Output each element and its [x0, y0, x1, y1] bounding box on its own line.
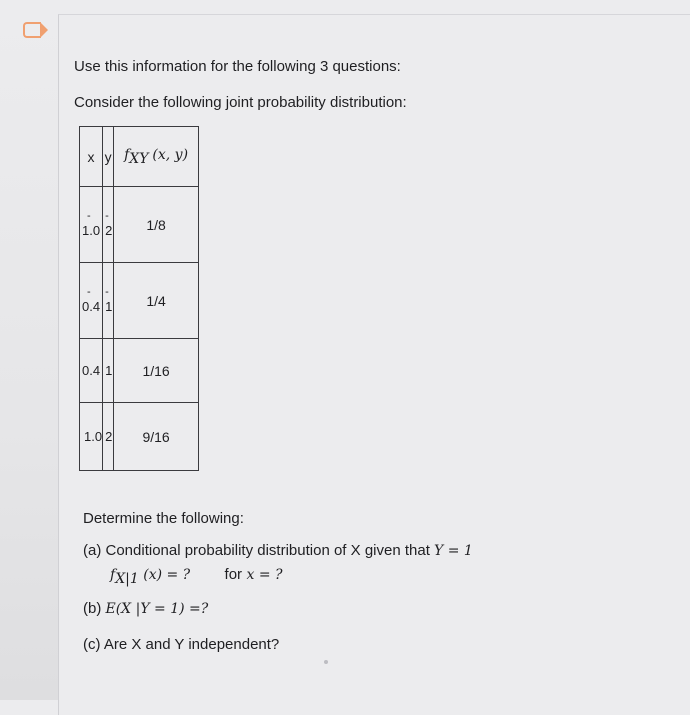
consider-text: Consider the following joint probability distribution: [74, 94, 407, 111]
determine-heading: Determine the following: [83, 510, 244, 527]
header-x: x [80, 127, 103, 187]
cell-y: - 1 [103, 263, 114, 339]
question-a-label: (a) Conditional probability distribution of X given that [83, 542, 435, 559]
cell-f: 1/16 [114, 339, 199, 403]
question-a-condition: Y = 1 [434, 543, 473, 559]
cell-x: 1.0 [80, 403, 103, 471]
table-row [80, 263, 199, 339]
question-a-formula: $f_{X|1}$ (x) = ? for x = ? [110, 566, 283, 587]
table-row [80, 339, 199, 403]
cell-y: - 2 [103, 187, 114, 263]
question-b: (b) E(X |Y = 1) =? [83, 600, 209, 617]
cell-f: 1/8 [114, 187, 199, 263]
bookmark-icon [23, 22, 41, 38]
table-row [80, 403, 199, 471]
question-b-expression: E(X |Y = 1) =? [105, 601, 209, 617]
intro-text: Use this information for the following 3 questions: [74, 58, 401, 75]
cell-f: 9/16 [114, 403, 199, 471]
question-a [83, 542, 473, 559]
table-row [80, 187, 199, 263]
header-fxy: $f_{XY}$ (x, y) [114, 127, 199, 187]
dust-dot [324, 660, 328, 664]
cell-x: - 0.4 [80, 263, 103, 339]
question-c: (c) Are X and Y independent? [83, 636, 280, 653]
cell-y: 2 [103, 403, 114, 471]
question-a-for: for [224, 566, 243, 583]
joint-probability-table [79, 126, 199, 471]
header-y: y [103, 127, 114, 187]
table-header-row [80, 127, 199, 187]
cell-x: - 1.0 [80, 187, 103, 263]
cell-f: 1/4 [114, 263, 199, 339]
cell-x: 0.4 [80, 339, 103, 403]
cell-y: 1 [103, 339, 114, 403]
